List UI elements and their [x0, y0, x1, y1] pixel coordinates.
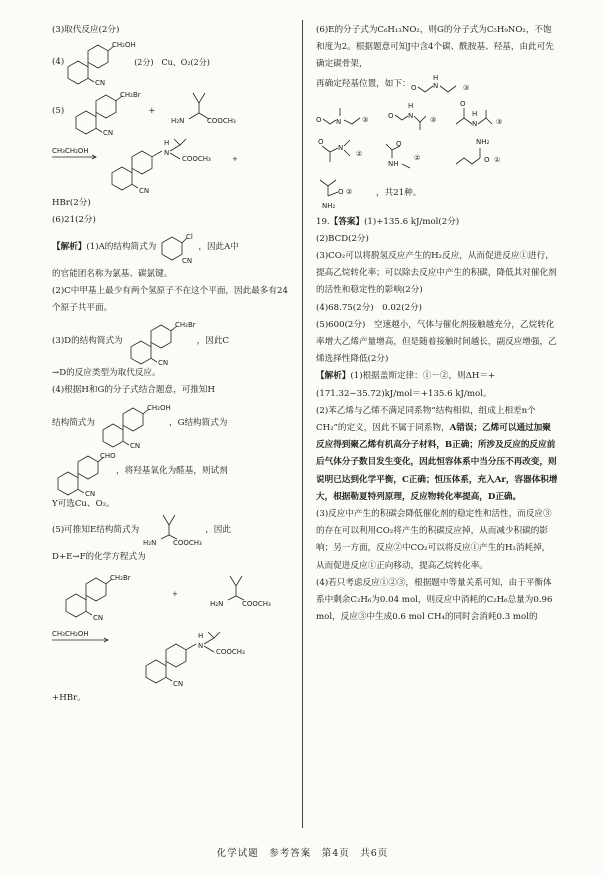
svg-text:①: ①	[494, 155, 501, 164]
q19-answer-1: 19.【答案】(1)+135.6 kJ/mol(2分)	[316, 216, 460, 227]
svg-text:CN: CN	[173, 680, 184, 689]
structure-h	[95, 400, 169, 448]
structure-d	[123, 317, 197, 368]
q19-analysis-2: (2)苯乙烯与乙烯不满足同系物“结构相似，组成上相差n个CH₂”的定义，因此不属于同系物，A错误；乙烯可以通过加聚反应得到聚乙烯有机高分子材料，B正确；所涉及反应的反应前后气体分子数目发生变化，因此恒容体系中当分压不再改变，则说明已达到化学平衡，C正确；恒压体系，充入Ar，容器体积增大，根据勒夏特列原理，反应物转化率提高，D正确。	[316, 405, 558, 502]
analysis-5-cont: D+E→F的化学方程式为	[52, 551, 146, 562]
svg-text:NH: NH	[388, 159, 399, 168]
svg-text:NH₂: NH₂	[322, 201, 336, 210]
svg-text:N: N	[472, 119, 478, 128]
analysis-4-reagent: Y可选Cu、O₂。	[52, 498, 115, 509]
q3-answer: (3)取代反应(2分)	[52, 25, 120, 35]
svg-text:N: N	[198, 642, 204, 651]
q19-answer-3: (3)CO₂可以将脱氢反应产生的H₂反应，从而促进反应①进行，提高乙烷转化率；可以除去反应中产生的积碳，降低其对催化剂的活性和稳定性的影响(2分)	[316, 251, 557, 296]
svg-text:③: ③	[362, 115, 369, 124]
svg-text:CH₂Br: CH₂Br	[174, 321, 196, 330]
svg-text:COOCH₃: COOCH₃	[207, 117, 237, 126]
hbr-score: HBr(2分)	[52, 198, 91, 209]
q19-answer-5: (5)600(2分) 空速越小，气体与催化剂接触越充分，乙烷转化率增大乙烯产量增高，但是随着接触时间越长，副反应增强，乙烯选择性降低(2分)	[316, 319, 557, 365]
svg-text:CN: CN	[103, 129, 114, 138]
svg-text:O: O	[396, 139, 402, 148]
analysis-3: (3)D的结构简式为 CH₂Br CN ，因此C	[52, 317, 292, 365]
svg-text:COOCH₃: COOCH₃	[242, 600, 271, 609]
svg-text:H: H	[472, 109, 478, 118]
q4-label: (4)	[52, 56, 65, 67]
svg-text:O: O	[316, 115, 322, 124]
isomers-row-1	[316, 96, 558, 134]
svg-text:CH₂OH: CH₂OH	[112, 41, 136, 50]
svg-text:Cl: Cl	[186, 232, 194, 241]
svg-text:③: ③	[430, 115, 437, 124]
svg-text:N: N	[408, 111, 414, 120]
svg-text:H₂N: H₂N	[171, 117, 185, 126]
svg-text:CH₃CH₂OH: CH₃CH₂OH	[52, 147, 89, 156]
isomers-row-3	[316, 174, 558, 214]
q19-answer-2: (2)BCD(2分)	[316, 233, 369, 244]
svg-text:CN: CN	[129, 441, 141, 450]
left-column	[52, 22, 292, 707]
structure-valine-ester	[165, 85, 245, 137]
svg-text:O: O	[388, 111, 394, 120]
page-footer: 化学试题 参考答案 第4页 共6页	[216, 848, 389, 859]
svg-text:N: N	[432, 81, 438, 90]
isomer-structures-2	[316, 134, 558, 174]
plus-sign: +	[148, 105, 156, 116]
svg-text:COOCH₃: COOCH₃	[182, 155, 211, 164]
isomer-structures-1	[316, 96, 558, 134]
q4-answer	[52, 39, 292, 88]
svg-text:CH₃CH₂OH: CH₃CH₂OH	[52, 630, 89, 639]
svg-text:NH₂: NH₂	[476, 137, 490, 146]
analysis-1-text: (1)A的结构简式为	[86, 242, 157, 252]
analysis-5: (5)可推知E结构简式为 H₂N COOCH₃ ，因此	[52, 513, 292, 549]
q19-analysis-3: (3)反应中产生的积碳会降低催化剂的稳定性和活性，而反应③的存在可以利用CO₂将产生的积碳反应掉，从而减少积碳的影响；另一方面，反应②中CO₂可以将反应①产生的H₂消耗掉，从而促进反应①正向移动，提高乙烷转化率。	[316, 509, 552, 571]
svg-text:②: ②	[414, 153, 421, 162]
svg-text:CN: CN	[95, 79, 106, 88]
q5-label: (5)	[52, 105, 65, 116]
svg-text:③: ③	[462, 83, 469, 92]
right-column	[316, 22, 558, 626]
svg-text:CN: CN	[93, 614, 104, 623]
svg-text:O: O	[484, 155, 490, 164]
eq-product	[52, 624, 292, 690]
svg-text:COOCH₃: COOCH₃	[216, 648, 245, 657]
svg-text:COOCH₃: COOCH₃	[173, 538, 203, 547]
equation-product	[52, 624, 292, 690]
q6-skeleton: 再确定羟基位置，如下： O N H ③	[316, 74, 558, 96]
svg-text:O: O	[318, 137, 324, 146]
svg-text:CH₂Br: CH₂Br	[110, 574, 131, 583]
structure-e	[139, 513, 205, 549]
svg-text:O: O	[410, 83, 417, 92]
svg-text:N: N	[336, 117, 342, 126]
equation-reactants	[52, 566, 292, 624]
q19-analysis-1: 【解析】(1)根据盖斯定律：①－②，则ΔH＝+(171.32−35.72)kJ/mol＝+135.6 kJ/mol。	[316, 371, 496, 399]
svg-text:CH₂Br: CH₂Br	[120, 91, 141, 100]
structure-g	[52, 448, 116, 496]
analysis-1: 【解析】 (1)A的结构简式为 Cl CN ，因此A中	[52, 232, 239, 265]
q5-product	[52, 137, 292, 195]
svg-text:CN: CN	[85, 489, 96, 498]
svg-text:③: ③	[496, 117, 503, 126]
svg-text:②: ②	[346, 187, 353, 196]
isomer-structure-branched	[316, 174, 376, 214]
analysis-4-g: CHO CN ，将羟基氧化为醛基，则试剂	[52, 448, 292, 496]
svg-text:CH₂OH: CH₂OH	[146, 403, 171, 412]
q4-score: (2分) Cu、O₂(2分)	[134, 57, 210, 67]
structure-a	[156, 231, 198, 265]
structure-coupled-product	[52, 137, 292, 195]
svg-text:CHO: CHO	[100, 451, 116, 460]
svg-text:+: +	[232, 155, 238, 164]
analysis-2: (2)C中甲基上最少有两个氢原子不在这个平面，因此最多有24个原子共平面。	[52, 285, 288, 314]
svg-text:②: ②	[356, 149, 363, 158]
isomer-count: ，共21种。	[376, 188, 422, 198]
column-divider	[302, 20, 303, 828]
analysis-3-cont: →D的反应类型为取代反应。	[52, 368, 161, 379]
equation-end: +HBr。	[52, 693, 86, 704]
svg-text:O: O	[460, 99, 466, 108]
svg-text:H: H	[432, 73, 438, 82]
svg-text:N: N	[164, 149, 170, 158]
svg-text:O: O	[338, 187, 344, 196]
eq-reactants	[52, 566, 292, 624]
svg-text:+: +	[172, 590, 178, 599]
svg-text:CN: CN	[182, 256, 193, 265]
svg-text:H: H	[198, 632, 204, 641]
svg-text:CN: CN	[157, 359, 168, 368]
structure-biphenyl-ch2br	[64, 85, 141, 138]
q19-answer-4: (4)68.75(2分) 0.02(2分)	[316, 302, 423, 313]
svg-text:CN: CN	[139, 187, 150, 196]
svg-text:N: N	[338, 143, 344, 152]
analysis-1-cont: 的官能团名称为氯基、碳氯键。	[52, 268, 173, 279]
structure-biphenyl-ch2oh	[64, 39, 136, 88]
q5-reactants	[52, 85, 292, 137]
q6-answer: (6)21(2分)	[52, 215, 96, 226]
q19-analysis-4: (4)若只考虑反应①②③，根据题中等量关系可知，由于平衡体系中剩余C₂H₆为0.04 mol，则反应中消耗的C₂H₆总量为0.96 mol，反应③中生成0.6 mol CH₄的同时会消耗0.3 mol的	[316, 577, 553, 623]
structure-skeleton-1	[411, 74, 481, 96]
analysis-4-structures: 结构简式为 CH₂OH CN ，G结构简式为	[52, 400, 292, 448]
svg-text:H₂N: H₂N	[210, 600, 224, 609]
analysis-tag: 【解析】	[52, 242, 87, 252]
svg-text:H: H	[408, 101, 414, 110]
svg-text:H₂N: H₂N	[143, 538, 157, 547]
q6-explanation: (6)E的分子式为C₆H₁₃NO₂，则G的分子式为C₅H₉NO₂，不饱和度为2。根据题意可知J中含4个碳、酰胺基、羟基，由此可先确定碳骨架，	[316, 25, 554, 70]
isomers-row-2	[316, 134, 558, 174]
svg-text:H: H	[164, 139, 170, 148]
analysis-4: (4)根据H和G的分子式结合题意，可推知H	[52, 385, 215, 396]
